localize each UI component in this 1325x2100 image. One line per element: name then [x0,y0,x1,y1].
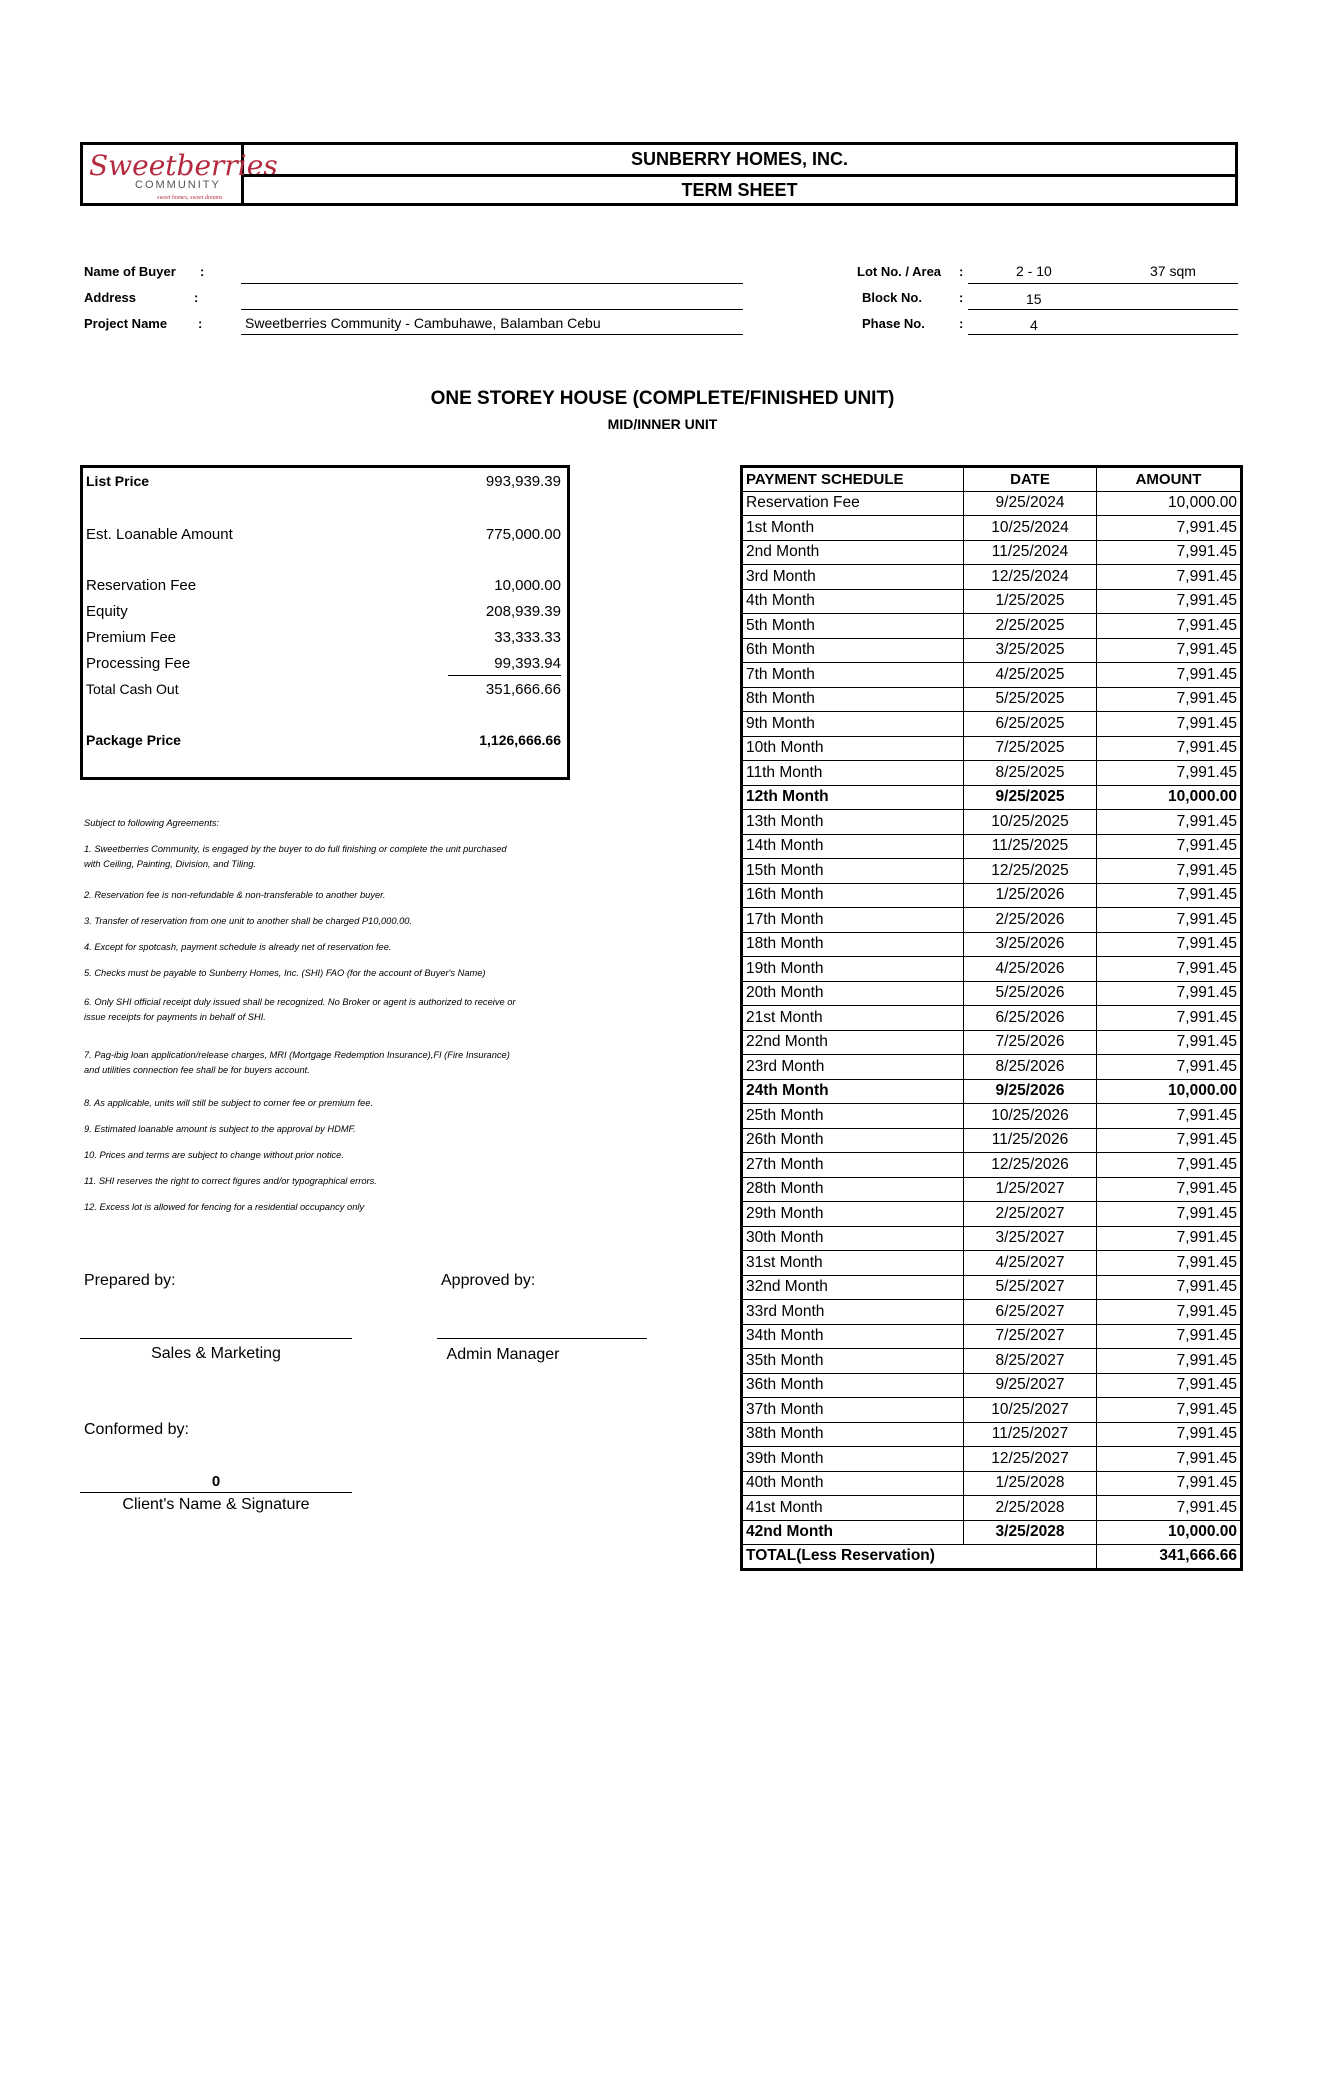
amount: 7,991.45 [1097,1055,1242,1080]
phase-field[interactable] [968,334,1238,335]
amount: 7,991.45 [1097,516,1242,541]
colon: : [194,290,199,305]
approved-label: Approved by: [441,1272,536,1289]
prepared-label: Prepared by: [84,1272,176,1289]
package-row [86,732,561,748]
due-date: 10/25/2025 [964,810,1097,835]
installment-label: 9th Month [742,712,964,737]
due-date: 10/25/2024 [964,516,1097,541]
installment-label: 17th Month [742,908,964,933]
processing-label: Processing Fee [86,655,191,672]
total-value: 341,666.66 [1097,1545,1242,1570]
due-date: 1/25/2026 [964,883,1097,908]
colon: : [959,316,964,331]
amount: 7,991.45 [1097,932,1242,957]
amount: 10,000.00 [1097,785,1242,810]
logo-tagline: sweet homes, sweet dreams [157,195,223,201]
agreement-item: issue receipts for payments in behalf of SHI. [84,1012,266,1022]
reservation-value: 10,000.00 [494,577,561,594]
installment-label: 24th Month [742,1079,964,1104]
due-date: 7/25/2026 [964,1030,1097,1055]
installment-label: 10th Month [742,736,964,761]
table-row [742,712,1242,737]
amount: 7,991.45 [1097,1275,1242,1300]
amount: 7,991.45 [1097,981,1242,1006]
table-row [742,1520,1242,1545]
due-date: 4/25/2026 [964,957,1097,982]
agreement-item: 1. Sweetberries Community, is engaged by the buyer to do full finishing or complete the unit purchased [84,844,507,854]
amount: 7,991.45 [1097,736,1242,761]
amount: 7,991.45 [1097,1324,1242,1349]
amount: 7,991.45 [1097,1471,1242,1496]
lot-area-field[interactable] [968,283,1238,284]
agreement-item: 5. Checks must be payable to Sunberry Homes, Inc. (SHI) FAO (for the account of Buyer's Name) [84,968,486,978]
installment-label: 39th Month [742,1447,964,1472]
amount: 7,991.45 [1097,1373,1242,1398]
agreement-item: 6. Only SHI official receipt duly issued shall be recognized. No Broker or agent is authorized to receive or [84,997,516,1007]
colon: : [198,316,203,331]
logo-sub: COMMUNITY [135,179,221,191]
table-row [742,785,1242,810]
phase-value: 4 [1030,317,1038,333]
installment-label: 4th Month [742,589,964,614]
table-row [742,1251,1242,1276]
client-role: Client's Name & Signature [122,1496,310,1513]
equity-label: Equity [86,603,128,620]
agreement-item: 10. Prices and terms are subject to change without prior notice. [84,1150,344,1160]
list-price-value: 993,939.39 [485,473,561,490]
agreement-item: 9. Estimated loanable amount is subject to the approval by HDMF. [84,1124,356,1134]
installment-label: 32nd Month [742,1275,964,1300]
amount: 10,000.00 [1097,491,1242,516]
table-row [742,1177,1242,1202]
package-value: 1,126,666.66 [479,732,561,748]
installment-label: 30th Month [742,1226,964,1251]
amount: 7,991.45 [1097,614,1242,639]
installment-label: 21st Month [742,1006,964,1031]
due-date: 10/25/2027 [964,1398,1097,1423]
table-row [742,810,1242,835]
amount: 7,991.45 [1097,1447,1242,1472]
amount: 7,991.45 [1097,761,1242,786]
due-date: 4/25/2025 [964,663,1097,688]
amount: 10,000.00 [1097,1079,1242,1104]
amount: 7,991.45 [1097,1496,1242,1521]
amount: 7,991.45 [1097,1398,1242,1423]
prepared-signature-line[interactable] [80,1338,352,1339]
agreement-item: 2. Reservation fee is non-refundable & non-transferable to another buyer. [84,890,386,900]
installment-label: 37th Month [742,1398,964,1423]
installment-label: Reservation Fee [742,491,964,516]
table-row [742,859,1242,884]
block-label: Block No. [862,290,922,305]
agreements-heading: Subject to following Agreements: [84,818,220,828]
client-name: 0 [211,1473,221,1490]
table-row [742,1349,1242,1374]
header-box [80,142,1238,206]
agreement-item: 3. Transfer of reservation from one unit to another shall be charged P10,000.00. [84,916,412,926]
amount: 7,991.45 [1097,663,1242,688]
amount: 7,991.45 [1097,712,1242,737]
lot-area-label: Lot No. / Area [857,264,942,279]
installment-label: 31st Month [742,1251,964,1276]
amount: 7,991.45 [1097,589,1242,614]
due-date: 1/25/2025 [964,589,1097,614]
table-row [742,883,1242,908]
due-date: 11/25/2025 [964,834,1097,859]
approved-role: Admin Manager [446,1346,560,1363]
due-date: 1/25/2027 [964,1177,1097,1202]
due-date: 10/25/2026 [964,1104,1097,1129]
table-row [742,491,1242,516]
project-name-label: Project Name [84,316,168,331]
due-date: 2/25/2025 [964,614,1097,639]
prepared-role: Sales & Marketing [151,1345,281,1362]
due-date: 12/25/2026 [964,1153,1097,1178]
colon: : [959,290,964,305]
due-date: 1/25/2028 [964,1471,1097,1496]
col-header-amount: AMOUNT [1097,467,1242,492]
table-row [742,834,1242,859]
installment-label: 1st Month [742,516,964,541]
table-row [742,687,1242,712]
table-row [742,736,1242,761]
amount: 7,991.45 [1097,859,1242,884]
installment-label: 13th Month [742,810,964,835]
due-date: 4/25/2027 [964,1251,1097,1276]
table-row [742,1275,1242,1300]
due-date: 12/25/2027 [964,1447,1097,1472]
processing-value: 99,393.94 [494,655,561,672]
installment-label: 5th Month [742,614,964,639]
agreement-item: and utilities connection fee shall be for buyers account. [84,1065,310,1075]
payment-schedule-table [740,465,1243,1571]
table-row [742,565,1242,590]
table-row [742,638,1242,663]
due-date: 2/25/2026 [964,908,1097,933]
table-row [742,1128,1242,1153]
installment-label: 18th Month [742,932,964,957]
agreement-item: with Ceiling, Painting, Division, and Tiling. [84,859,256,869]
amount: 7,991.45 [1097,1104,1242,1129]
due-date: 9/25/2026 [964,1079,1097,1104]
amount: 7,991.45 [1097,687,1242,712]
cashout-row [86,681,561,697]
amount: 7,991.45 [1097,834,1242,859]
installment-label: 7th Month [742,663,964,688]
due-date: 12/25/2024 [964,565,1097,590]
amount: 7,991.45 [1097,957,1242,982]
document-title: TERM SHEET [681,180,798,200]
table-row [742,908,1242,933]
due-date: 6/25/2025 [964,712,1097,737]
logo-graphic [83,145,278,203]
amount: 7,991.45 [1097,565,1242,590]
installment-label: 3rd Month [742,565,964,590]
installment-label: 26th Month [742,1128,964,1153]
table-row [742,1471,1242,1496]
amount: 7,991.45 [1097,1251,1242,1276]
due-date: 11/25/2026 [964,1128,1097,1153]
col-header-payment-schedule: PAYMENT SCHEDULE [742,467,964,492]
amount: 7,991.45 [1097,1422,1242,1447]
client-signature-line[interactable] [80,1492,352,1493]
installment-label: 20th Month [742,981,964,1006]
amount: 7,991.45 [1097,1030,1242,1055]
table-row [742,1006,1242,1031]
installment-label: 33rd Month [742,1300,964,1325]
block-field[interactable] [968,309,1238,310]
table-row [742,1030,1242,1055]
installment-label: 22nd Month [742,1030,964,1055]
subtotal-divider [448,675,561,676]
installment-label: 19th Month [742,957,964,982]
installment-label: 28th Month [742,1177,964,1202]
table-row [742,589,1242,614]
agreement-item: 8. As applicable, units will still be subject to corner fee or premium fee. [84,1098,374,1108]
due-date: 9/25/2027 [964,1373,1097,1398]
company-logo [83,145,278,203]
phase-label: Phase No. [862,316,925,331]
project-name-value: Sweetberries Community - Cambuhawe, Balamban Cebu [245,315,601,331]
table-row [742,1324,1242,1349]
agreement-item: 12. Excess lot is allowed for fencing for a residential occupancy only [84,1202,365,1212]
table-row [742,1153,1242,1178]
due-date: 2/25/2028 [964,1496,1097,1521]
amount: 7,991.45 [1097,1202,1242,1227]
installment-label: 6th Month [742,638,964,663]
equity-value: 208,939.39 [485,603,561,620]
due-date: 3/25/2026 [964,932,1097,957]
amount: 7,991.45 [1097,1177,1242,1202]
due-date: 5/25/2027 [964,1275,1097,1300]
installment-label: 15th Month [742,859,964,884]
company-name: SUNBERRY HOMES, INC. [244,145,1235,177]
installment-label: 27th Month [742,1153,964,1178]
list-price-label: List Price [86,473,150,489]
due-date: 8/25/2025 [964,761,1097,786]
amount: 7,991.45 [1097,1226,1242,1251]
due-date: 11/25/2024 [964,540,1097,565]
installment-label: 11th Month [742,761,964,786]
unit-title: ONE STOREY HOUSE (COMPLETE/FINISHED UNIT) [430,388,895,409]
installment-label: 2nd Month [742,540,964,565]
conformed-label: Conformed by: [84,1421,189,1438]
due-date: 6/25/2027 [964,1300,1097,1325]
installment-label: 12th Month [742,785,964,810]
installment-label: 14th Month [742,834,964,859]
table-row [742,663,1242,688]
equity-row [86,603,561,620]
block-value: 15 [1026,291,1042,307]
table-row [742,1422,1242,1447]
due-date: 3/25/2028 [964,1520,1097,1545]
due-date: 12/25/2025 [964,859,1097,884]
address-field[interactable] [241,309,743,310]
table-row [742,1496,1242,1521]
list-price-row [86,473,561,489]
installment-label: 41st Month [742,1496,964,1521]
due-date: 11/25/2027 [964,1422,1097,1447]
colon: : [200,264,205,279]
due-date: 6/25/2026 [964,1006,1097,1031]
loanable-label: Est. Loanable Amount [86,526,233,543]
table-row [742,1226,1242,1251]
table-row [742,1373,1242,1398]
installment-label: 35th Month [742,1349,964,1374]
cashout-label: Total Cash Out [86,681,179,697]
table-row [742,1300,1242,1325]
amount: 7,991.45 [1097,1300,1242,1325]
amount: 7,991.45 [1097,1006,1242,1031]
installment-label: 36th Month [742,1373,964,1398]
table-row [742,932,1242,957]
installment-label: 38th Month [742,1422,964,1447]
due-date: 9/25/2024 [964,491,1097,516]
premium-value: 33,333.33 [494,629,561,646]
installment-label: 23rd Month [742,1055,964,1080]
amount: 7,991.45 [1097,908,1242,933]
amount: 7,991.45 [1097,540,1242,565]
due-date: 7/25/2025 [964,736,1097,761]
cashout-value: 351,666.66 [485,681,561,698]
area-value: 37 sqm [1150,263,1196,279]
package-label: Package Price [86,732,181,748]
due-date: 9/25/2025 [964,785,1097,810]
table-row [742,761,1242,786]
total-row [742,1545,1242,1570]
reservation-row [86,577,561,594]
table-row [742,1055,1242,1080]
loanable-row [86,526,561,543]
installment-label: 34th Month [742,1324,964,1349]
colon: : [959,264,964,279]
amount: 7,991.45 [1097,883,1242,908]
price-summary-box [80,465,570,780]
amount: 7,991.45 [1097,1349,1242,1374]
loanable-value: 775,000.00 [485,526,561,543]
installment-label: 42nd Month [742,1520,964,1545]
total-label: TOTAL(Less Reservation) [742,1545,1097,1570]
premium-row [86,629,561,646]
amount: 7,991.45 [1097,810,1242,835]
due-date: 5/25/2026 [964,981,1097,1006]
reservation-label: Reservation Fee [86,577,197,594]
col-header-date: DATE [964,467,1097,492]
due-date: 5/25/2025 [964,687,1097,712]
amount: 7,991.45 [1097,1128,1242,1153]
installment-label: 29th Month [742,1202,964,1227]
buyer-name-field[interactable] [241,283,743,284]
installment-label: 16th Month [742,883,964,908]
installment-label: 25th Month [742,1104,964,1129]
logo-script: Sweetberries [89,149,278,182]
due-date: 3/25/2025 [964,638,1097,663]
table-row [742,1447,1242,1472]
table-row [742,540,1242,565]
due-date: 8/25/2027 [964,1349,1097,1374]
table-header-row [742,467,1242,492]
buyer-name-label: Name of Buyer [84,264,176,279]
due-date: 7/25/2027 [964,1324,1097,1349]
premium-label: Premium Fee [86,629,177,646]
table-row [742,957,1242,982]
unit-subtitle: MID/INNER UNIT [607,416,718,432]
lot-value: 2 - 10 [1016,263,1052,279]
agreement-item: 7. Pag-ibig loan application/release charges, MRI (Mortgage Redemption Insurance),FI (Fire Insurance) [84,1050,510,1060]
approved-signature-line[interactable] [437,1338,647,1339]
table-row [742,1104,1242,1129]
agreement-item: 4. Except for spotcash, payment schedule is already net of reservation fee. [84,942,392,952]
amount: 7,991.45 [1097,1153,1242,1178]
processing-row [86,655,561,672]
amount: 10,000.00 [1097,1520,1242,1545]
table-row [742,1079,1242,1104]
table-row [742,1398,1242,1423]
agreement-item: 11. SHI reserves the right to correct figures and/or typographical errors. [84,1176,377,1186]
schedule-body [742,491,1242,1545]
table-row [742,981,1242,1006]
due-date: 8/25/2026 [964,1055,1097,1080]
due-date: 2/25/2027 [964,1202,1097,1227]
installment-label: 8th Month [742,687,964,712]
table-row [742,516,1242,541]
address-label: Address [84,290,137,305]
table-row [742,1202,1242,1227]
due-date: 3/25/2027 [964,1226,1097,1251]
installment-label: 40th Month [742,1471,964,1496]
project-name-field[interactable] [241,334,743,335]
amount: 7,991.45 [1097,638,1242,663]
table-row [742,614,1242,639]
